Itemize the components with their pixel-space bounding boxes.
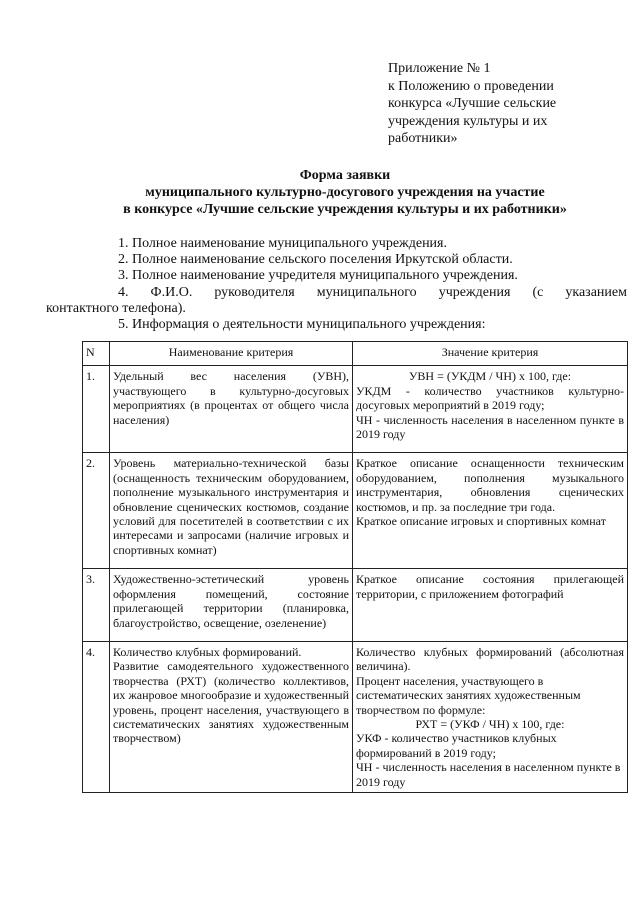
item-2: 2. Полное наименование сельского поселения Иркутской области. — [118, 252, 513, 268]
appendix-line: конкурса «Лучшие сельские — [388, 96, 557, 111]
table-row — [83, 366, 628, 453]
appendix-block — [388, 60, 618, 148]
table-row — [83, 453, 628, 569]
item-4-word: руководителя — [214, 284, 295, 300]
item-4-word: 4. — [118, 284, 129, 300]
value-line: Краткое описание игровых и спортивных комнат — [356, 514, 606, 529]
value-line: ЧН - численность населения в населенном пункте в 2019 году — [356, 760, 621, 789]
row-name-line: Развитие самодеятельного художественного творчества (РХТ) (количество коллективов, их жанровое многообразие и художественный уровень, процент населения, участвующего в систематических занятиях художественным творчеством) — [113, 659, 349, 746]
item-1: 1. Полное наименование муниципального учреждения. — [118, 236, 447, 251]
row-value — [353, 641, 628, 792]
row-name: Удельный вес населения (УВН), участвующего в культурно-досуговых мероприятиях (в процентах от общего числа населения) — [110, 366, 353, 453]
row-name-cell — [110, 453, 353, 569]
title-line: Форма заявки — [299, 168, 391, 183]
item-4-word: (с — [532, 284, 544, 300]
value-line: УКДМ - количество участников культурно-досуговых мероприятий в 2019 году; — [356, 383, 624, 413]
appendix-line: учреждения культуры и их — [388, 113, 548, 129]
title-line: в конкурсе «Лучшие сельские учреждения культуры и их работники» — [123, 202, 567, 217]
value-line: УКФ - количество участников клубных формирований в 2019 году; — [356, 731, 557, 760]
criteria-table — [82, 341, 628, 793]
row-num: 1. — [83, 366, 110, 453]
row-num: 2. — [83, 453, 110, 569]
row-num: 3. — [83, 569, 110, 642]
header-num: N — [83, 342, 110, 366]
item-4-word: муниципального — [316, 284, 417, 300]
item-3: 3. Полное наименование учредителя муниципального учреждения. — [118, 268, 518, 284]
appendix-line: Приложение № 1 — [388, 61, 491, 76]
value-formula: РХТ = (УКФ / ЧН) x 100, где: — [415, 716, 565, 731]
row-name-line: Количество клубных формирований. — [113, 644, 302, 659]
value-line: Процент населения, участвующего в систематических занятиях художественным творчеством по формуле: — [356, 673, 581, 717]
header-name: Наименование критерия — [110, 342, 353, 366]
value-line: Количество клубных формирований (абсолютная величина). — [356, 644, 624, 674]
item-5: 5. Информация о деятельности муниципального учреждения: — [118, 317, 486, 333]
row-num: 4. — [83, 641, 110, 792]
form-title — [60, 167, 630, 218]
row-name-cell — [110, 641, 353, 792]
value-line: ЧН - численность населения в населенном пункте в 2019 году — [356, 412, 624, 442]
header-value: Значение критерия — [353, 342, 628, 366]
item-4-continuation: контактного телефона). — [46, 300, 186, 316]
item-4-word: указанием — [565, 284, 627, 300]
item-4-word: Ф.И.О. — [150, 284, 193, 300]
row-value — [353, 453, 628, 569]
value-line: Краткое описание оснащенности техническим оборудованием, пополнения музыкального инструментария, обновления сценических костюмов, и пр. за последние три года. — [356, 456, 624, 514]
title-line: муниципального культурно-досугового учреждения на участие — [145, 185, 545, 200]
row-name: Художественно-эстетический уровень оформления помещений, состояние прилегающей территории (планировка, благоустройство, освещение, озеленение) — [113, 572, 349, 630]
row-value — [353, 366, 628, 453]
appendix-line: работники» — [388, 131, 458, 146]
appendix-line: к Положению о проведении — [388, 78, 554, 94]
value-line: Краткое описание состояния прилегающей территории, с приложением фотографий — [356, 572, 624, 601]
item-4-word: учреждения — [438, 284, 511, 300]
table-row — [83, 569, 628, 642]
numbered-items — [46, 236, 627, 333]
table-row — [83, 641, 628, 792]
row-name: Уровень материально-технической базы (оснащенность техническим оборудованием, пополнение музыкального инструментария и обновление сценических костюмов, создание условий для посетителей в соответствии с их интересами и запросами (наличие игровых и спортивных комнат) — [113, 456, 349, 557]
value-formula: УВН = (УКДМ / ЧН) x 100, где: — [408, 369, 572, 384]
table-header-row — [83, 342, 628, 366]
item-4 — [82, 285, 627, 301]
row-value — [353, 569, 628, 642]
row-name-cell — [110, 569, 353, 642]
